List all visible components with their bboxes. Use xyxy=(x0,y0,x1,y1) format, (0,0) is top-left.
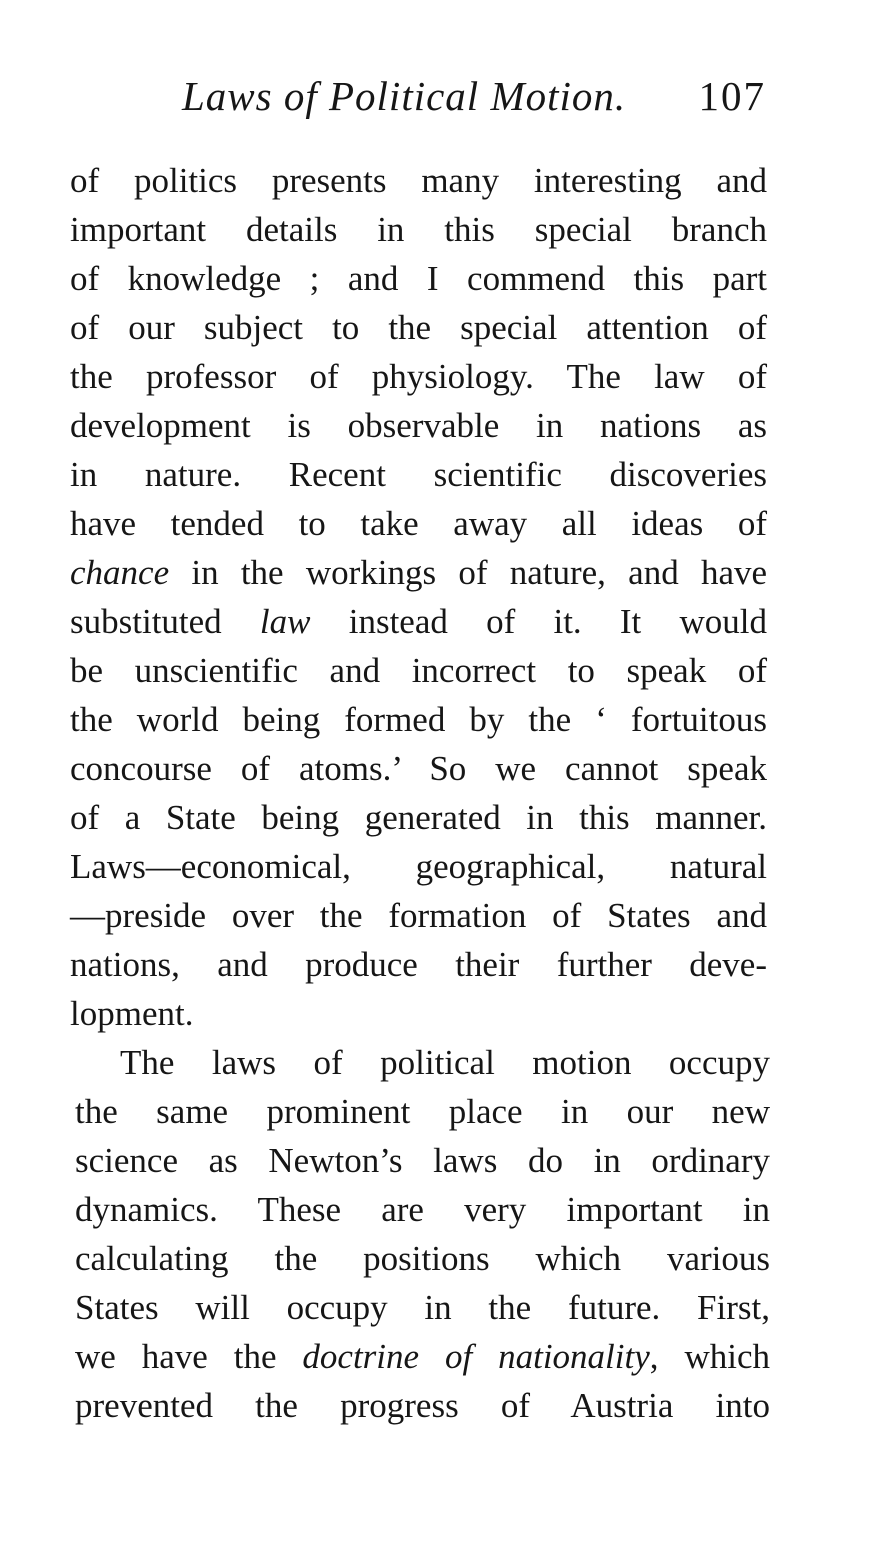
text-line: be unscientific and incorrect to speak of xyxy=(70,651,767,690)
running-head-title: Laws of Political Motion. xyxy=(182,73,627,119)
text-line: of our subject to the special attention of xyxy=(70,308,767,347)
running-head xyxy=(182,66,766,126)
text-line: in nature. Recent scientific discoveries xyxy=(70,455,767,494)
text-segment: in the workings of nature, and have xyxy=(191,553,768,592)
page-number: 107 xyxy=(698,73,766,119)
text-line: dynamics. These are very important in xyxy=(75,1190,770,1229)
text-line: of knowledge ; and I commend this part xyxy=(70,259,767,298)
text-segment: instead of it. It would xyxy=(348,602,768,641)
text-line: prevented the progress of Austria into xyxy=(75,1386,770,1425)
text-line: —preside over the formation of States and xyxy=(70,896,767,935)
text-line: concourse of atoms.’ So we cannot speak xyxy=(70,749,767,788)
text-line: The laws of political motion occupy xyxy=(120,1043,770,1082)
text-segment: we have the xyxy=(75,1337,277,1376)
text-line xyxy=(70,597,767,646)
text-line xyxy=(75,1332,770,1381)
text-line: important details in this special branch xyxy=(70,210,767,249)
text-segment: substituted xyxy=(70,602,222,641)
italic-law: law xyxy=(259,602,311,641)
text-line: calculating the positions which various xyxy=(75,1239,770,1278)
text-segment: , which xyxy=(649,1337,770,1376)
text-line: the same prominent place in our new xyxy=(75,1092,770,1131)
text-line: science as Newton’s laws do in ordinary xyxy=(75,1141,770,1180)
text-line: Laws—economical, geographical, natural xyxy=(70,847,767,886)
italic-doctrine-of-nationality: doctrine of nationality xyxy=(302,1337,650,1376)
text-line xyxy=(70,548,767,597)
text-line: of a State being generated in this manner. xyxy=(70,798,767,837)
text-line: of politics presents many interesting and xyxy=(70,161,767,200)
text-line: development is observable in nations as xyxy=(70,406,767,445)
text-line: the world being formed by the ‘ fortuitous xyxy=(70,700,767,739)
text-line: the professor of physiology. The law of xyxy=(70,357,767,396)
text-line: have tended to take away all ideas of xyxy=(70,504,767,543)
italic-chance: chance xyxy=(70,553,170,592)
text-line: lopment. xyxy=(70,994,194,1033)
text-line: nations, and produce their further deve- xyxy=(70,945,767,984)
text-line: States will occupy in the future. First, xyxy=(75,1288,770,1327)
